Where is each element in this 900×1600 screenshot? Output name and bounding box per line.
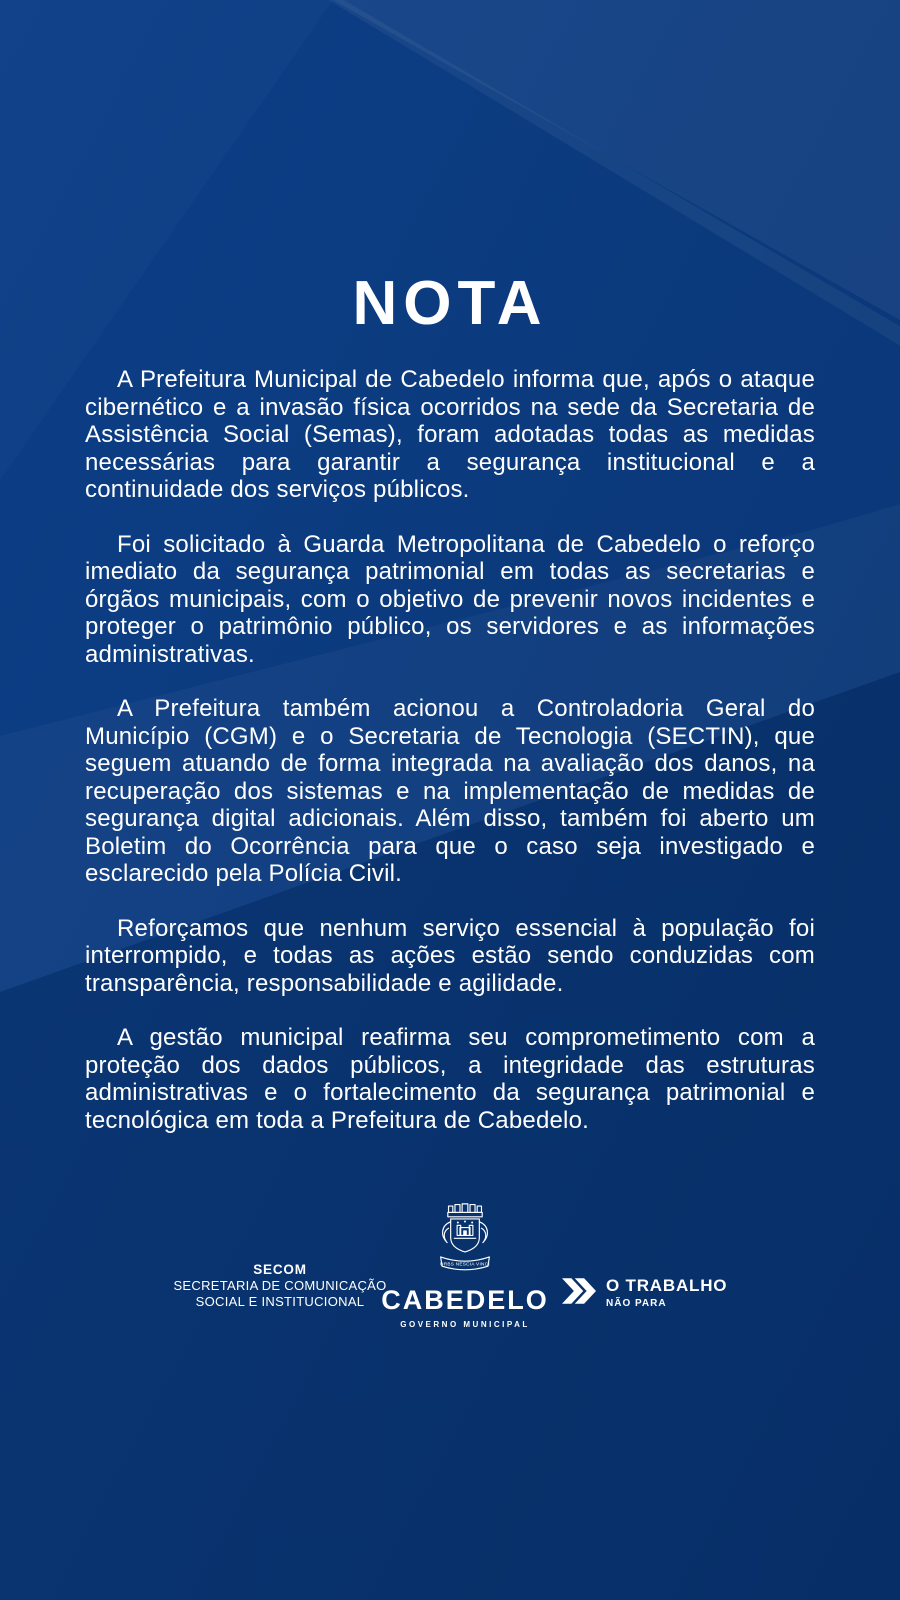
cabedelo-brand <box>368 1200 562 1329</box>
paragraph-3: A Prefeitura também acionou a Controladoria Geral do Município (CGM) e o Secretaria de Tecnologia (SECTIN), que seguem atuando de forma integrada na avaliação dos danos, na recuperação dos sistemas e na implementação de medidas de segurança digital adicionais. Além disso, também foi aberto um Boletim do Ocorrência para que o caso seja investigado e esclarecido pela Polícia Civil. <box>85 695 815 887</box>
double-chevron-right-icon <box>562 1278 596 1304</box>
slogan-line2: NÃO PARA <box>606 1298 667 1309</box>
government-label: GOVERNO MUNICIPAL <box>400 1320 530 1329</box>
crest-motto: URBS NESCIA VINCI <box>440 1261 490 1267</box>
note-body <box>85 366 815 1161</box>
slogan-text <box>606 1276 727 1309</box>
page-title: NOTA <box>352 269 548 338</box>
paragraph-4: Reforçamos que nenhum serviço essencial à população foi interrompido, e todas as ações estão sendo conduzidas com transparência, responsabilidade e agilidade. <box>85 914 815 997</box>
cabedelo-coat-of-arms-icon <box>422 1200 508 1278</box>
paragraph-5: A gestão municipal reafirma seu comprometimento com a proteção dos dados públicos, a integridade das estruturas administrativas e o fortalecimento da segurança patrimonial e tecnológica em toda a Prefeitura de Cabedelo. <box>85 1024 815 1134</box>
secom-name: SECOM <box>253 1262 307 1277</box>
city-wordmark: CABEDELO <box>381 1285 549 1315</box>
slogan-line1: O TRABALHO <box>606 1276 728 1295</box>
secom-dept-line1: SECRETARIA DE COMUNICAÇÃO <box>173 1278 387 1293</box>
paragraph-2: Foi solicitado à Guarda Metropolitana de Cabedelo o reforço imediato da segurança patrimonial em todas as secretarias e órgãos municipais, com o objetivo de prevenir novos incidentes e proteger o patrimônio público, os servidores e as informações administrativas. <box>85 530 815 668</box>
secom-dept-line2: SOCIAL E INSTITUCIONAL <box>195 1294 365 1309</box>
paragraph-1: A Prefeitura Municipal de Cabedelo informa que, após o ataque cibernético e a invasão física ocorridos na sede da Secretaria de Assistência Social (Semas), foram adotadas todas as medidas necessárias para garantir a segurança institucional e a continuidade dos serviços públicos. <box>85 366 815 503</box>
slogan-lockup <box>562 1276 727 1309</box>
